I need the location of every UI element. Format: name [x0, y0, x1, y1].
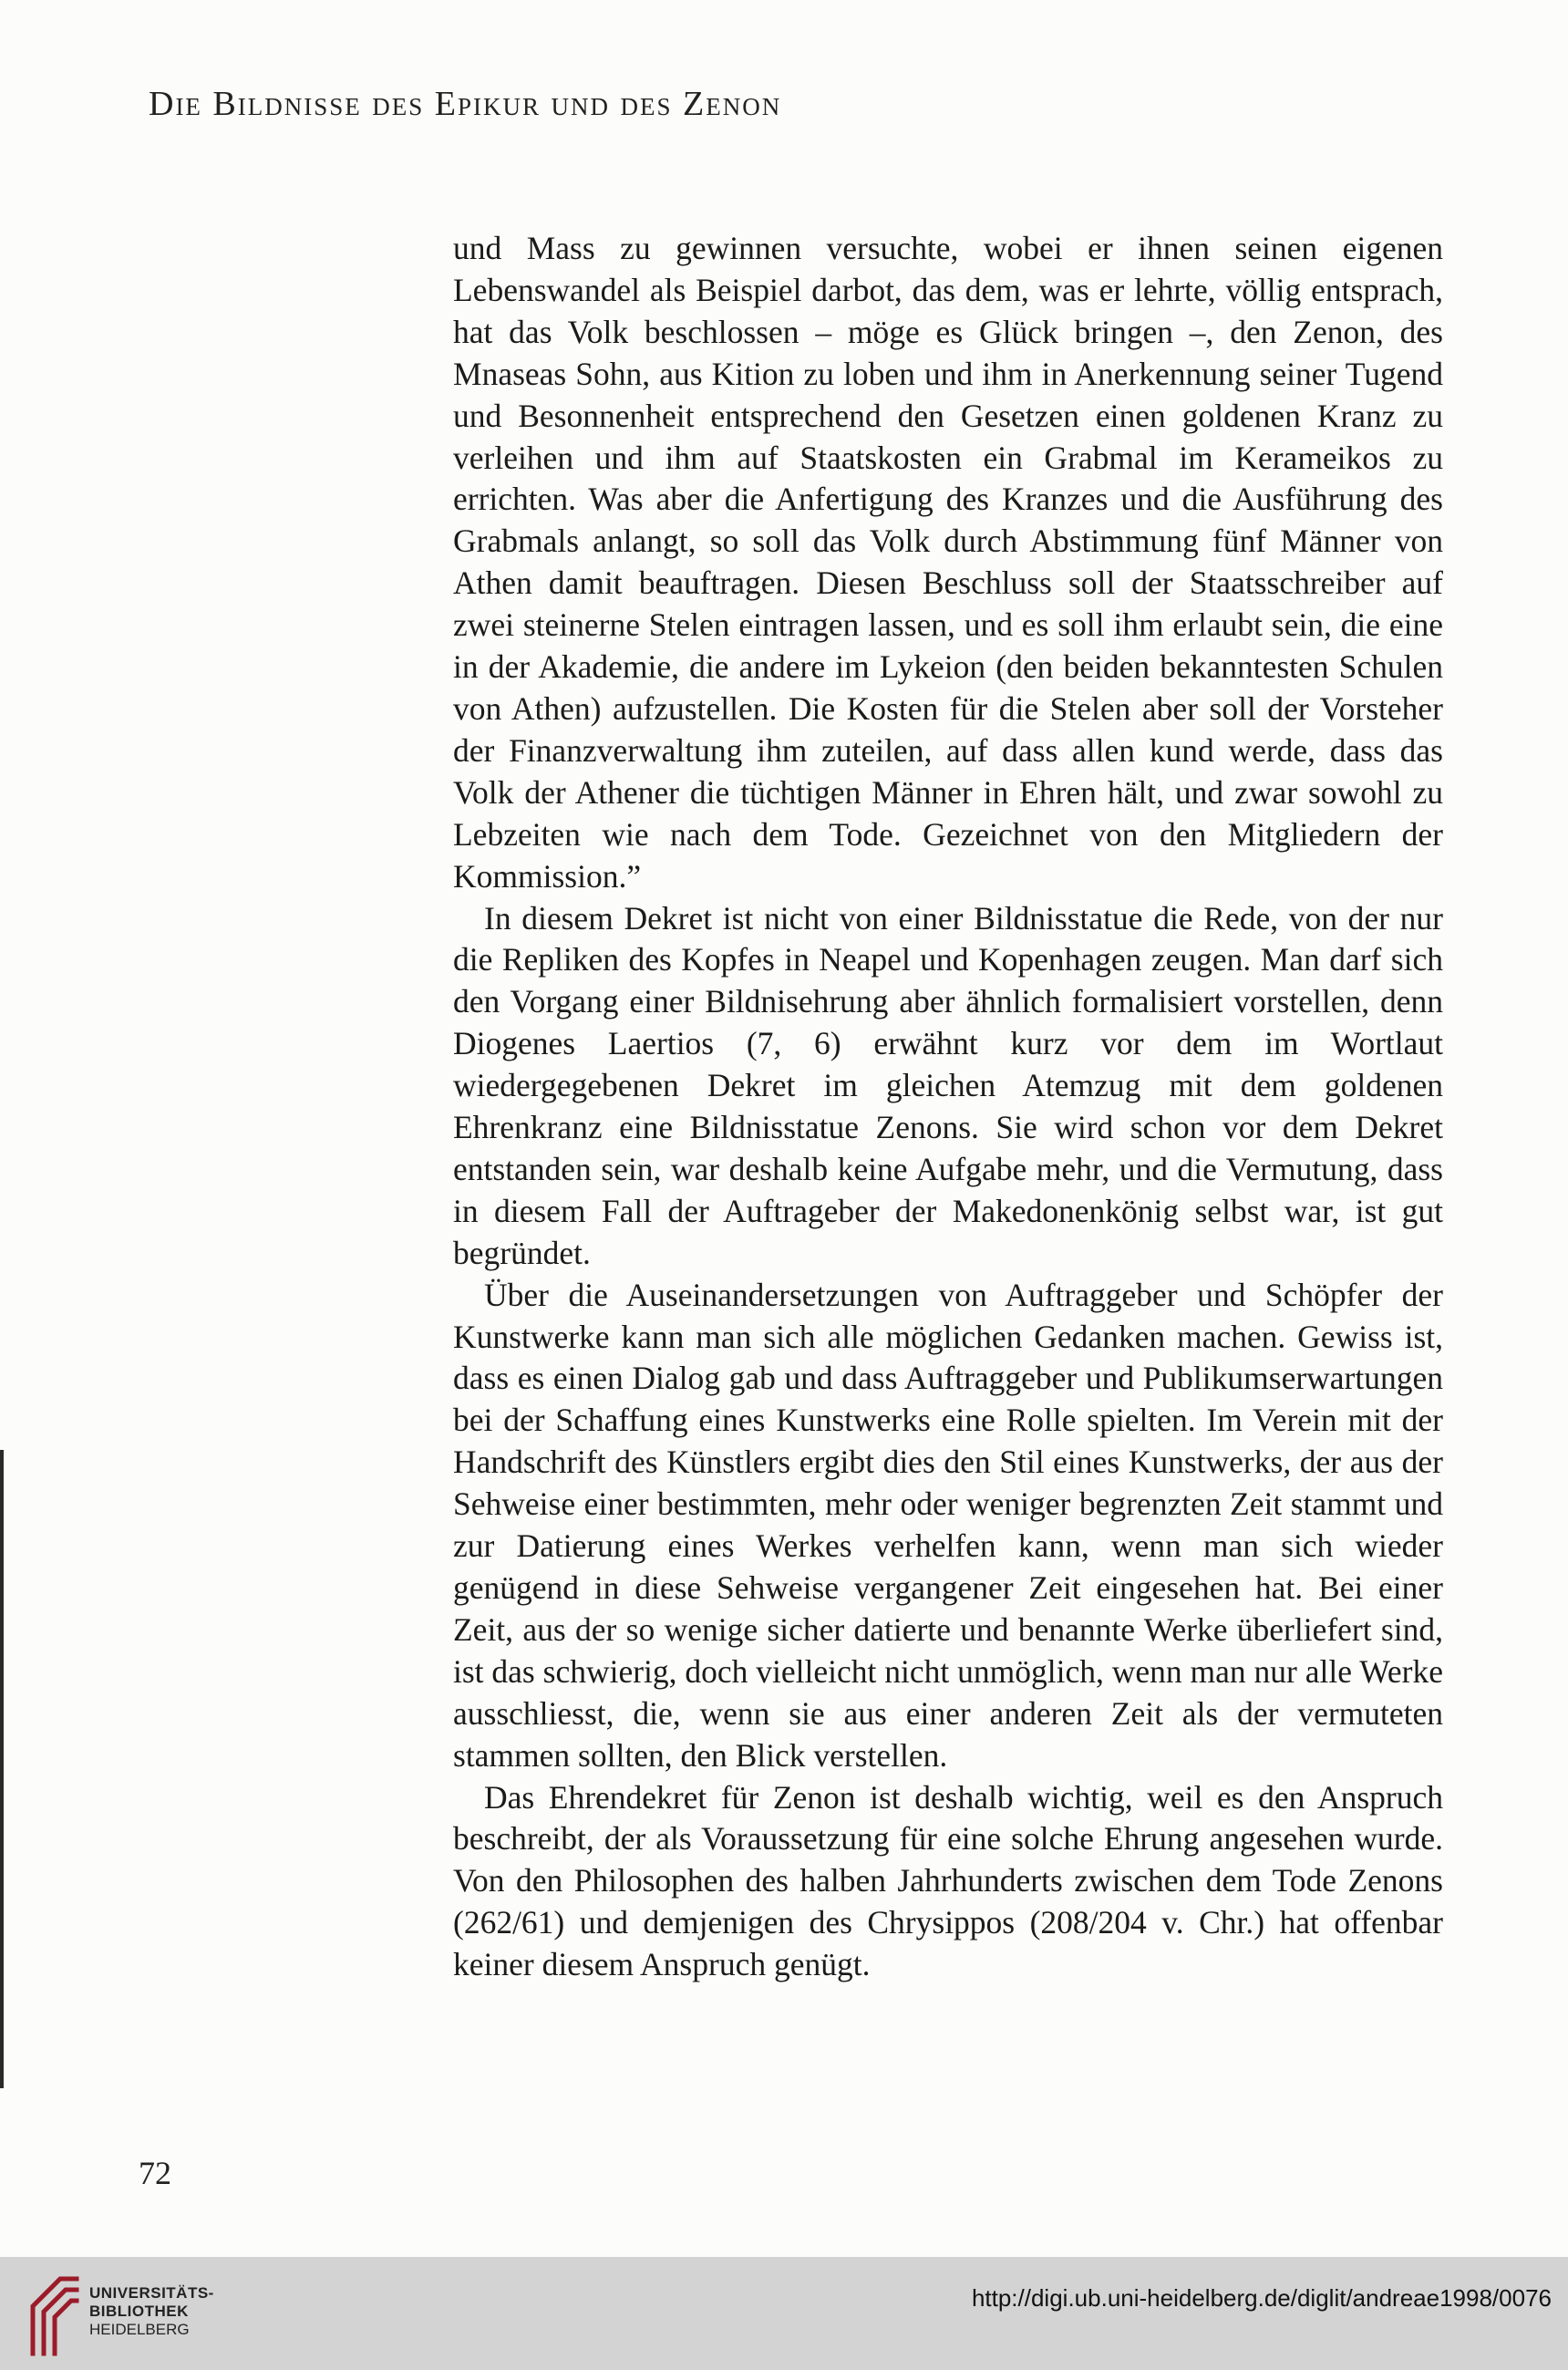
- library-logo-icon: [24, 2270, 82, 2357]
- paragraph: Über die Auseinandersetzungen von Auftraggeber und Schöpfer der Kunstwerke kann man sich alle möglichen Gedanken machen. Gewiss ist, dass es einen Dialog gab und dass Auftraggeber und Publikumserwartungen bei der Schaffung eines Kunstwerks eine Rolle spielten. Im Verein mit der Handschrift des Künstlers ergibt dies den Stil eines Kunstwerks, der aus der Sehweise einer bestimmten, mehr oder weniger begrenzten Zeit stammt und zur Datierung eines Werkes verhelfen kann, wenn man sich wieder genügend in diese Sehweise vergangener Zeit eingesehen hat. Bei einer Zeit, aus der so wenige sicher datierte und benannte Werke überliefert sind, ist das schwierig, doch vielleicht nicht unmöglich, wenn man nur alle Werke ausschliesst, die, wenn sie aus einer anderen Zeit als der vermuteten stammen sollten, den Blick verstellen.: [453, 1276, 1443, 1774]
- library-name-line: UNIVERSITÄTS-: [89, 2284, 214, 2302]
- library-name-line: HEIDELBERG: [89, 2321, 190, 2338]
- paragraph: und Mass zu gewinnen versuchte, wobei er ihnen seinen eigenen Lebenswandel als Beispiel darbot, das dem, was er lehrte, völlig entsprach, hat das Volk beschlossen – möge es Glück bringen –, den Zenon, des Mnaseas Sohn, aus Kition zu loben und ihm in Anerkennung seiner Tugend und Besonnenheit entsprechend den Gesetzen einen goldenen Kranz zu verleihen und ihm auf Staatskosten ein Grabmal im Kerameikos zu errichten. Was aber die Anfertigung des Kranzes und die Ausführung des Grabmals anlangt, so soll das Volk durch Abstimmung fünf Männer von Athen damit beauftragen. Diesen Beschluss soll der Staatsschreiber auf zwei steinerne Stelen eintragen lassen, und es soll ihm erlaubt sein, die eine in der Akademie, die andere im Lykeion (den beiden bekanntesten Schulen von Athen) aufzustellen. Die Kosten für die Stelen aber soll der Vorsteher der Finanzverwaltung ihm zuteilen, auf dass allen kund werde, dass das Volk der Athener die tüchtigen Männer in Ehren hält, und zwar sowohl zu Lebzeiten wie nach dem Tode. Gezeichnet von den Mitgliedern der Kommission.”: [453, 230, 1443, 895]
- library-name: [89, 2284, 214, 2339]
- footer-bar: [0, 2257, 1568, 2370]
- paragraph: In diesem Dekret ist nicht von einer Bildnisstatue die Rede, von der nur die Repliken des Kopfes in Neapel und Kopenhagen zeugen. Man darf sich den Vorgang einer Bildnisehrung aber ähnlich formalisiert vorstellen, denn Diogenes Laertios (7, 6) erwähnt kurz vor dem im Wortlaut wiedergegebenen Dekret im gleichen Atemzug mit dem goldenen Ehrenkranz eine Bildnisstatue Zenons. Sie wird schon vor dem Dekret entstanden sein, war deshalb keine Aufgabe mehr, und die Vermutung, dass in diesem Fall der Auftrageber der Makedonenkönig selbst war, ist gut begründet.: [453, 899, 1443, 1271]
- body-text: [453, 228, 1443, 1986]
- library-name-line: BIBLIOTHEK: [89, 2303, 189, 2320]
- paragraph: Das Ehrendekret für Zenon ist deshalb wichtig, weil es den Anspruch beschreibt, der als Voraussetzung für eine solche Ehrung angesehen wurde. Von den Philosophen des halben Jahrhunderts zwischen dem Tode Zenons (262/61) und demjenigen des Chrysippos (208/204 v. Chr.) hat offenbar keiner diesem Anspruch genügt.: [453, 1778, 1443, 1983]
- page-edge-rule: [0, 1450, 4, 2088]
- page-number: 72: [139, 2155, 171, 2191]
- running-head: Die Bildnisse des Epikur und des Zenon: [149, 85, 782, 123]
- source-url-link[interactable]: http://digi.ub.uni-heidelberg.de/diglit/andreae1998/0076: [971, 2284, 1552, 2312]
